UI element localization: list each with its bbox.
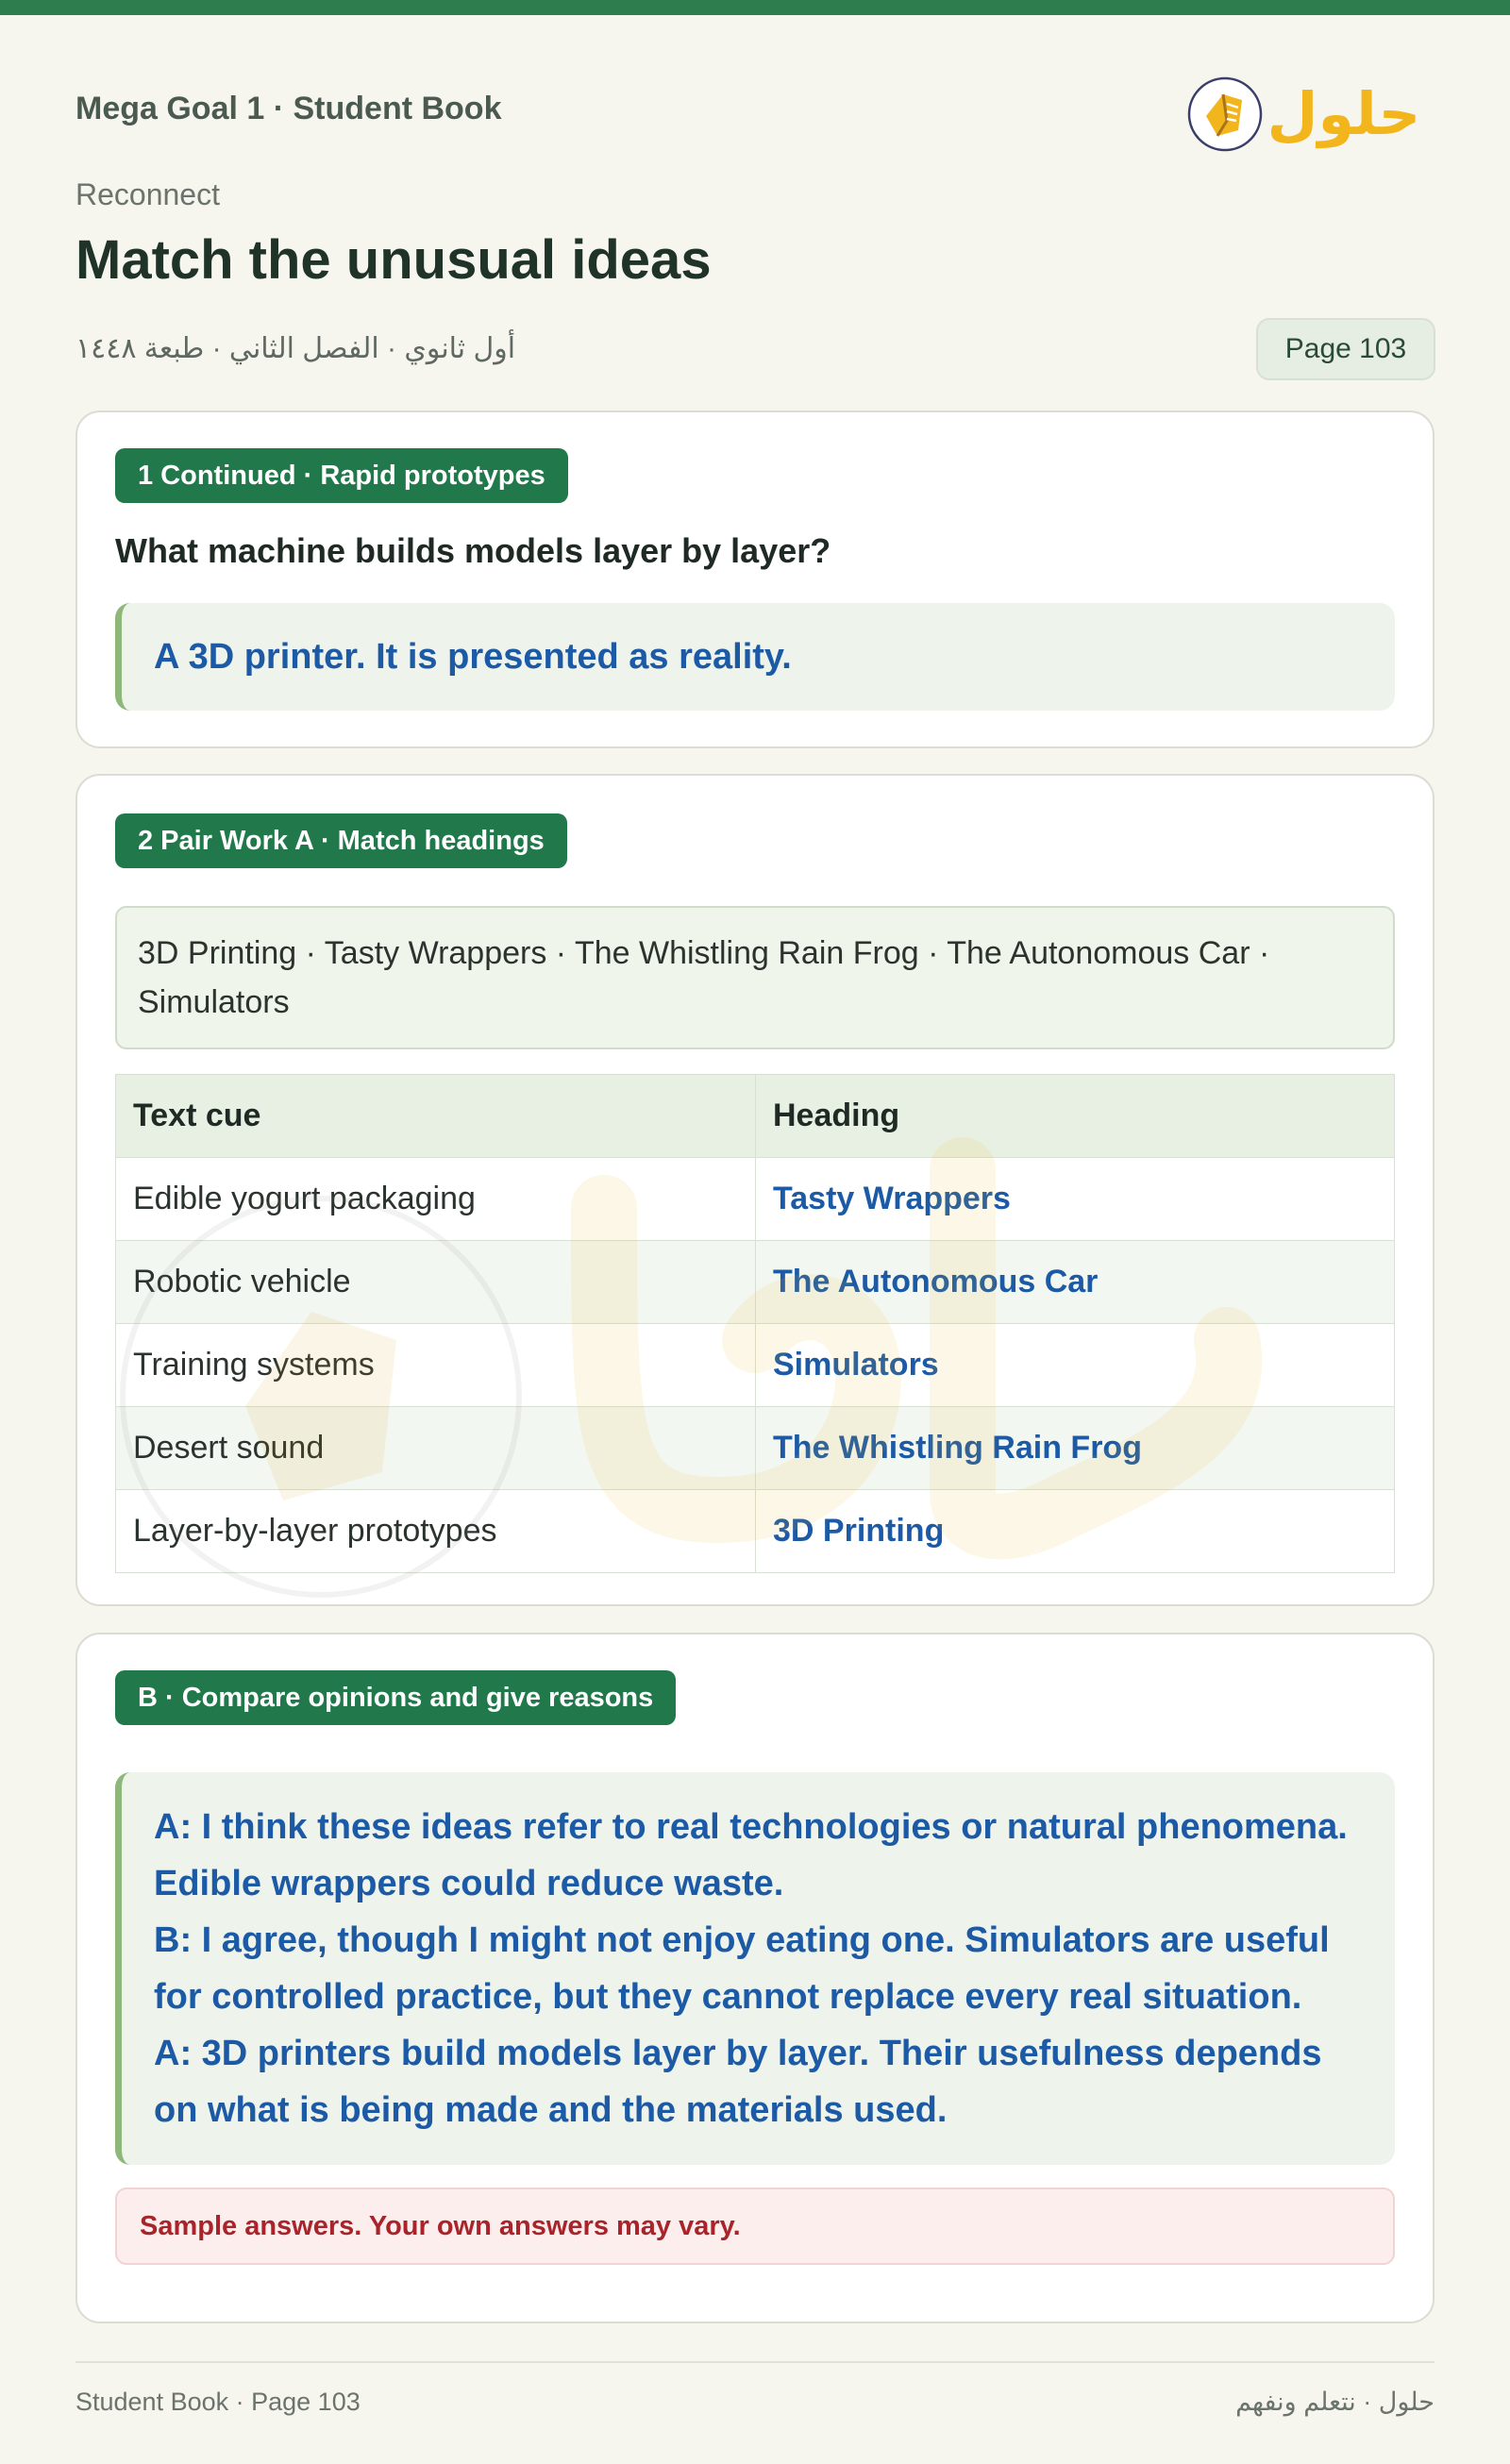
- page-title: Match the unusual ideas: [76, 229, 712, 291]
- heading-cell: The Autonomous Car: [756, 1241, 1395, 1324]
- table-row: [116, 1158, 1395, 1241]
- exercise-1-label: 1 Continued · Rapid prototypes: [115, 448, 568, 503]
- sample-answer-note: Sample answers. Your own answers may vary.: [115, 2187, 1395, 2265]
- book-title: Mega Goal 1 · Student Book: [76, 91, 502, 126]
- table-row: [116, 1407, 1395, 1490]
- text-cue-cell: Layer-by-layer prototypes: [116, 1490, 756, 1573]
- exercise-b-card: [76, 1633, 1434, 2323]
- exercise-2-card: [76, 774, 1434, 1606]
- dialogue-line-a1: A: I think these ideas refer to real technologies or natural phenomena. Edible wrappers could reduce waste.: [154, 1807, 1348, 1903]
- exercise-2-label: 2 Pair Work A · Match headings: [115, 813, 567, 868]
- footer-tagline: حلول · نتعلم ونفهم: [1235, 2388, 1434, 2416]
- footer-page-label: Student Book · Page 103: [76, 2388, 361, 2416]
- text-cue-cell: Edible yogurt packaging: [116, 1158, 756, 1241]
- text-cue-cell: Training systems: [116, 1324, 756, 1407]
- heading-cell: The Whistling Rain Frog: [756, 1407, 1395, 1490]
- text-cue-cell: Desert sound: [116, 1407, 756, 1490]
- table-row: [116, 1324, 1395, 1407]
- logo-text: حلول: [1267, 79, 1421, 148]
- dialogue-line-a2: A: 3D printers build models layer by layer. Their usefulness depends on what is being made and the materials used.: [154, 2034, 1322, 2130]
- grade-term-edition: أول ثانوي · الفصل الثاني · طبعة ١٤٤٨: [76, 333, 516, 364]
- dialogue-line-b: B: I agree, though I might not enjoy eating one. Simulators are useful for controlled practice, but they cannot replace every real situation.: [154, 1920, 1330, 2017]
- top-accent-bar: [0, 0, 1510, 15]
- page-badge: Page 103: [1256, 318, 1435, 380]
- exercise-1-question: What machine builds models layer by layer?: [115, 531, 831, 570]
- exercise-1-answer-text: A 3D printer. It is presented as reality.: [154, 636, 792, 677]
- column-header-heading: Heading: [756, 1075, 1395, 1158]
- exercise-1-card: [76, 411, 1434, 748]
- footer-divider: [76, 2361, 1434, 2363]
- match-table: [115, 1074, 1395, 1573]
- heading-cell: Tasty Wrappers: [756, 1158, 1395, 1241]
- text-cue-cell: Robotic vehicle: [116, 1241, 756, 1324]
- table-row: [116, 1241, 1395, 1324]
- exercise-1-answer: [115, 603, 1395, 711]
- dialogue-answer-box: [115, 1772, 1395, 2165]
- heading-cell: Simulators: [756, 1324, 1395, 1407]
- exercise-b-label: B · Compare opinions and give reasons: [115, 1670, 676, 1725]
- column-header-text-cue: Text cue: [116, 1075, 756, 1158]
- table-row: [116, 1490, 1395, 1573]
- hulul-logo: [1185, 72, 1421, 157]
- section-label: Reconnect: [76, 177, 220, 211]
- heading-cell: 3D Printing: [756, 1490, 1395, 1573]
- word-bank: 3D Printing · Tasty Wrappers · The Whistling Rain Frog · The Autonomous Car · Simulators: [115, 906, 1395, 1049]
